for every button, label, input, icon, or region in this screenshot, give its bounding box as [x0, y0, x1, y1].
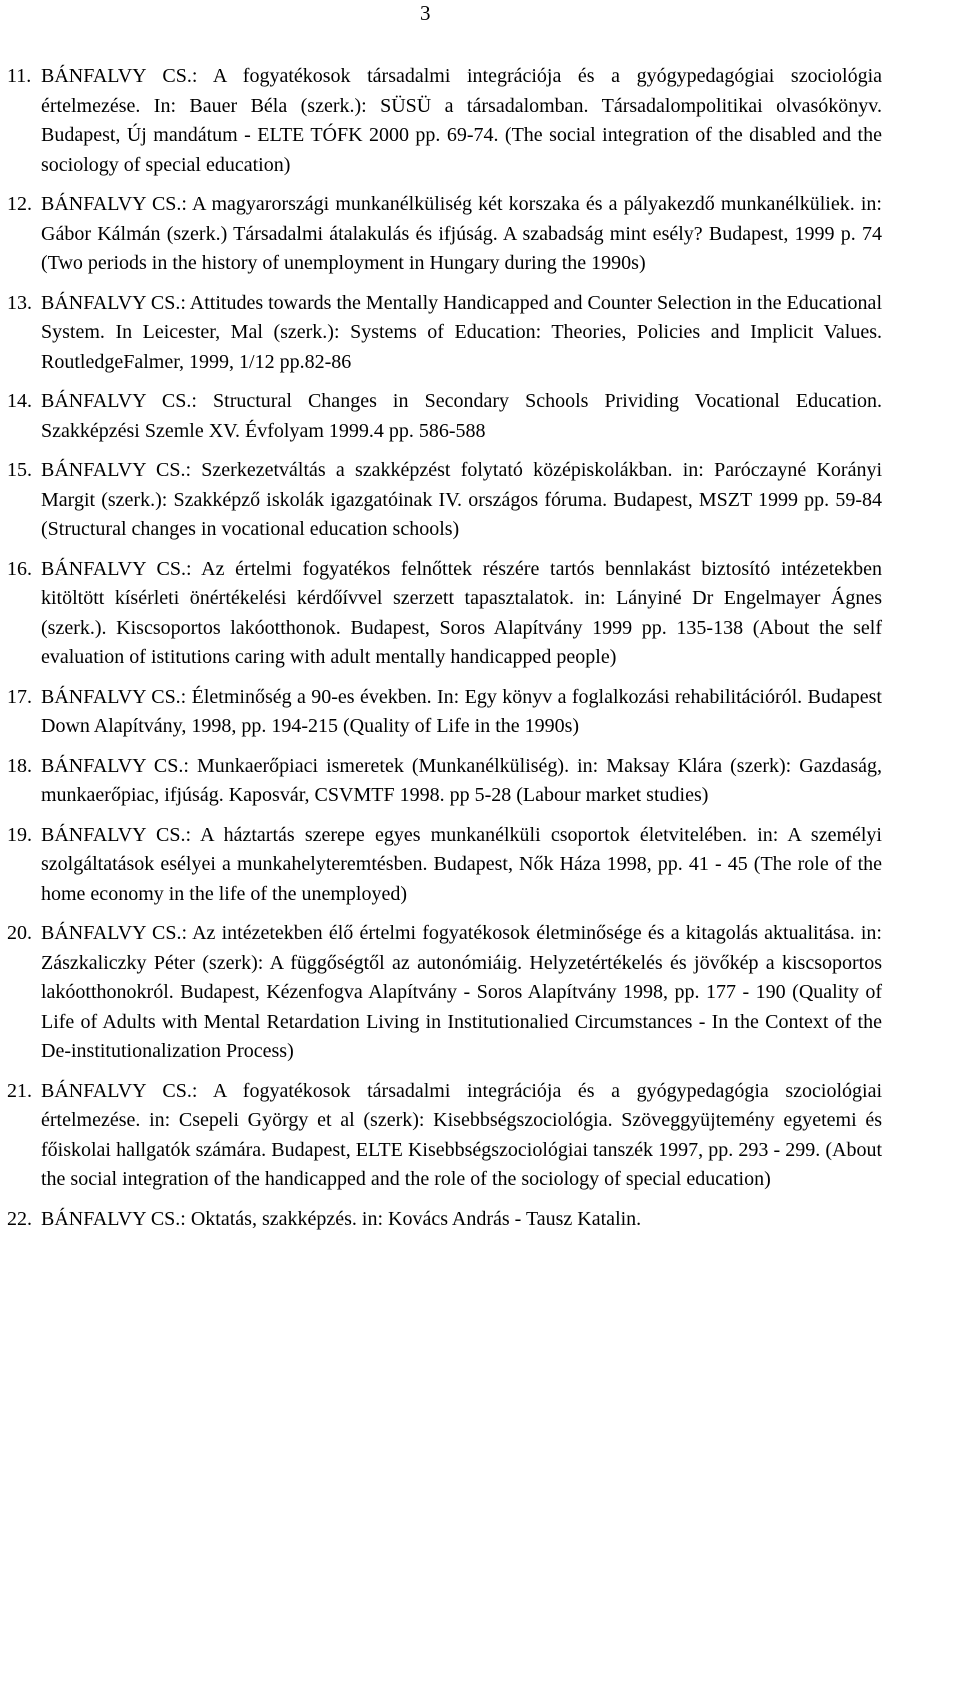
reference-item — [7, 1077, 882, 1195]
reference-text: BÁNFALVY CS.: A magyarországi munkanélküliség két korszaka és a pályakezdő munkanélküliek. in: Gábor Kálmán (szerk.) Társadalmi átalakulás és ifjúság. A szabadság mint esély? Budapest, 1999 p. 74 (Two periods in the history of unemployment in Hungary during the 1990s) — [41, 193, 882, 274]
reference-text: BÁNFALVY CS.: Oktatás, szakképzés. in: Kovács András - Tausz Katalin. — [41, 1207, 642, 1230]
reference-text: BÁNFALVY CS.: A fogyatékosok társadalmi integrációja és a gyógypedagógiai szociológia értelmezése. In: Bauer Béla (szerk.): SÜSÜ a társadalomban. Társadalompolitikai olvasókönyv. Budapest, Új mandátum - ELTE TÓFK 2000 pp. 69-74. (The social integration of the disabled and the sociology of special education) — [41, 65, 882, 176]
reference-item — [7, 919, 882, 1067]
reference-item — [7, 289, 882, 378]
reference-text: BÁNFALVY CS.: Az intézetekben élő értelmi fogyatékosok életminősége és a kitagolás aktualitása. in: Zászkaliczky Péter (szerk): A függőségtől az autonómiáig. Helyzetértékelés és jövőkép a kiscsoportos lakóotthonokról. Budapest, Kézenfogva Alapítvány - Soros Alapítvány 1998, pp. 177 - 190 (Quality of Life of Adults with Mental Retardation Living in Institutionalied Circumstances - In the Context of the De-institutionalization Process) — [41, 922, 882, 1062]
reference-number: 12. — [7, 193, 32, 215]
reference-number: 21. — [7, 1079, 32, 1102]
reference-text: BÁNFALVY CS.: Életminőség a 90-es években. In: Egy könyv a foglalkozási rehabilitációról. Budapest Down Alapítvány, 1998, pp. 194-215 (Quality of Life in the 1990s) — [41, 685, 882, 737]
reference-text: BÁNFALVY CS.: A háztartás szerepe egyes munkanélküli csoportok életvitelében. in: A személyi szolgáltatások esélyei a munkahelyteremtésben. Budapest, Nők Háza 1998, pp. 41 - 45 (The role of the home economy in the life of the unemployed) — [41, 823, 882, 905]
reference-text: BÁNFALVY CS.: Attitudes towards the Mentally Handicapped and Counter Selection in the Educational System. In Leicester, Mal (szerk.): Systems of Education: Theories, Policies and Implicit Values. RoutledgeFalmer, 1999, 1/12 pp.82-86 — [41, 291, 882, 373]
reference-number: 13. — [7, 291, 32, 314]
reference-number: 20. — [7, 922, 32, 944]
reference-number: 16. — [7, 557, 32, 580]
reference-item — [7, 752, 882, 811]
reference-item — [7, 456, 882, 545]
page-number: 3 — [420, 1, 431, 25]
reference-item — [7, 555, 882, 673]
reference-list — [7, 62, 882, 1244]
reference-number: 19. — [7, 823, 32, 846]
reference-number: 14. — [7, 390, 32, 412]
reference-number: 11. — [7, 65, 32, 87]
reference-item — [7, 190, 882, 279]
reference-text: BÁNFALVY CS.: A fogyatékosok társadalmi integrációja és a gyógypedagógia szociológiai értelmezése. in: Csepeli György et al (szerk): Kisebbségszociológia. Szöveggyüjtemény egyetemi és főiskolai hallgatók számára. Budapest, ELTE Kisebbségszociológiai tanszék 1997, pp. 293 - 299. (About the social integration of the handicapped and the role of the sociology of special education) — [41, 1079, 882, 1190]
reference-number: 15. — [7, 459, 32, 481]
reference-item — [7, 1205, 882, 1235]
reference-text: BÁNFALVY CS.: Munkaerőpiaci ismeretek (Munkanélküliség). in: Maksay Klára (szerk): Gazdaság, munkaerőpiac, ifjúság. Kaposvár, CSVMTF 1998. pp 5-28 (Labour market studies) — [41, 754, 882, 806]
reference-number: 22. — [7, 1207, 32, 1230]
reference-text: BÁNFALVY CS.: Structural Changes in Secondary Schools Prividing Vocational Education. Szakképzési Szemle XV. Évfolyam 1999.4 pp. 586-588 — [41, 390, 882, 442]
reference-item — [7, 821, 882, 910]
reference-item — [7, 683, 882, 742]
reference-number: 18. — [7, 754, 32, 777]
reference-item — [7, 387, 882, 446]
reference-item — [7, 62, 882, 180]
reference-number: 17. — [7, 685, 32, 708]
reference-text: BÁNFALVY CS.: Az értelmi fogyatékos felnőttek részére tartós bennlakást biztosító intézetekben kitöltött kísérleti önértékelési kérdőívvel szerzett tapasztalatok. in: Lányiné Dr Engelmayer Ágnes (szerk.). Kiscsoportos lakóotthonok. Budapest, Soros Alapítvány 1999 pp. 135-138 (About the self evaluation of istitutions caring with adult mentally handicapped people) — [41, 557, 882, 668]
reference-text: BÁNFALVY CS.: Szerkezetváltás a szakképzést folytató középiskolákban. in: Paróczayné Korányi Margit (szerk.): Szakképző iskolák igazgatóinak IV. országos fóruma. Budapest, MSZT 1999 pp. 59-84 (Structural changes in vocational education schools) — [41, 459, 882, 540]
